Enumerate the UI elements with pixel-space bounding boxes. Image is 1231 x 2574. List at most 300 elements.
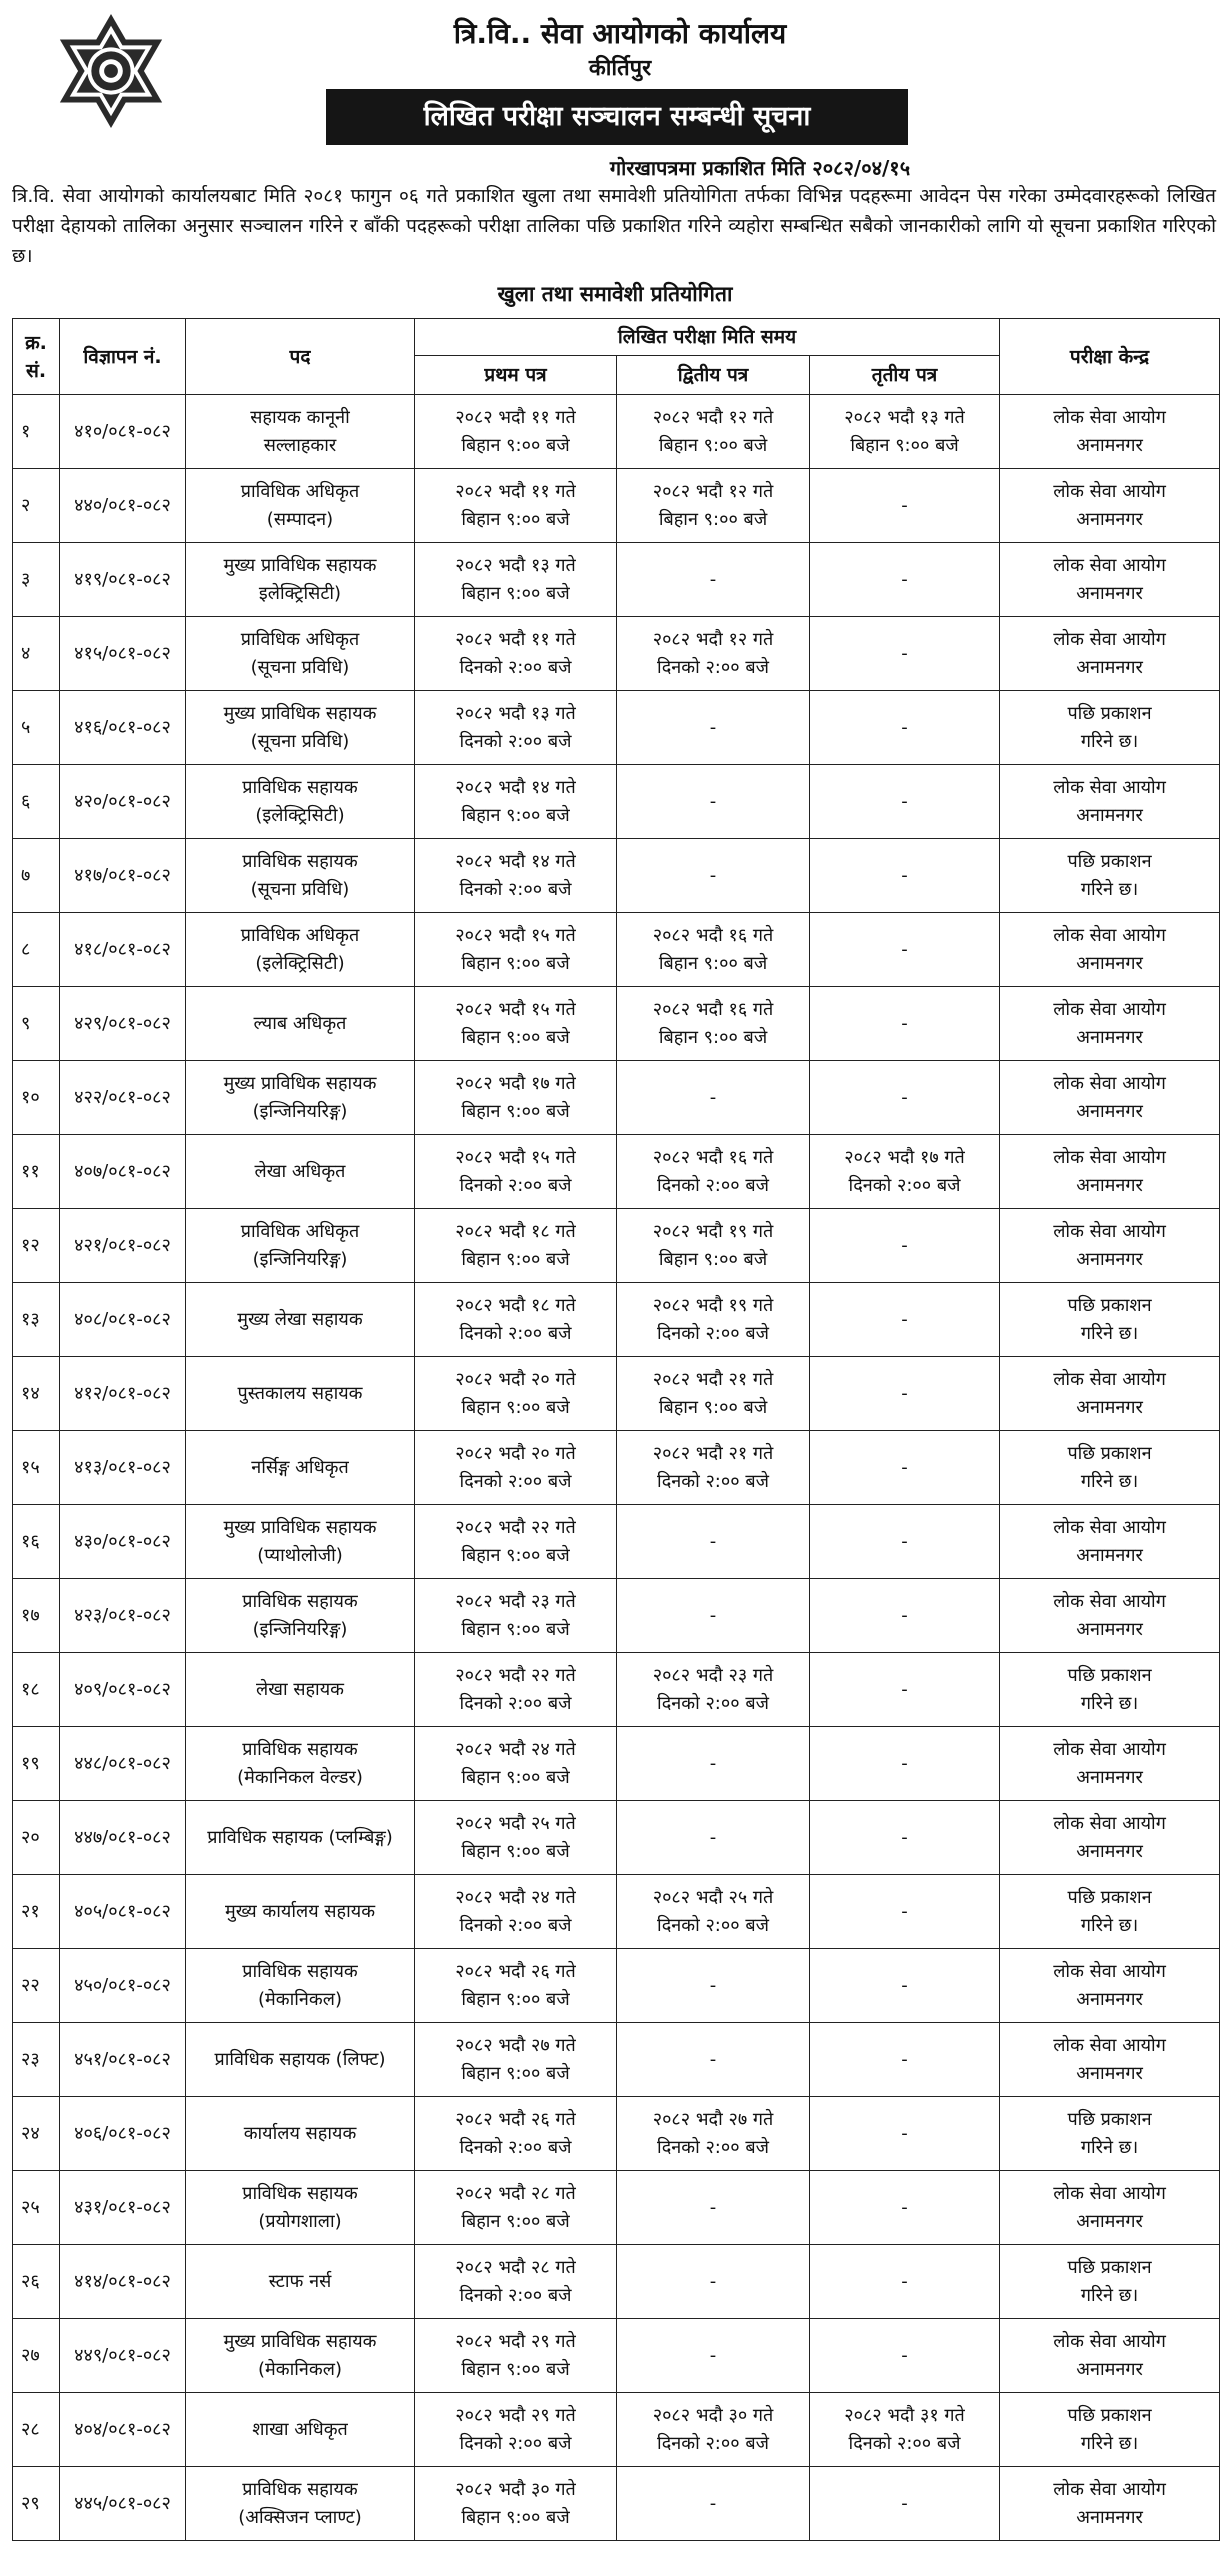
table-row — [13, 617, 1220, 691]
cell-text: २०८२ भदौ २३ गते — [652, 1664, 774, 1686]
post-cell — [186, 1135, 415, 1209]
cell-text: २०८२ भदौ ३० गते — [652, 2404, 774, 2426]
cell-text: ११ — [21, 1160, 40, 1182]
advertisement-number-cell — [60, 839, 186, 913]
serial-number-cell — [13, 543, 60, 617]
cell-text: लोक सेवा आयोग — [1053, 480, 1166, 502]
cell-text: २०८२ भदौ २४ गते — [455, 1738, 576, 1760]
table-row — [13, 2467, 1220, 2541]
advertisement-number-cell — [60, 2393, 186, 2467]
cell-text: २०८२ भदौ १२ गते — [652, 628, 774, 650]
table-row — [13, 2393, 1220, 2467]
cell-text: (मेकानिकल वेल्डर) — [237, 1766, 363, 1788]
cell-text: १३ — [21, 1308, 40, 1330]
cell-text: २०८२ भदौ २८ गते — [455, 2182, 576, 2204]
cell-text: अनामनगर — [1076, 656, 1143, 678]
cell-text: - — [901, 1086, 908, 1108]
cell-text: २०८२ भदौ १६ गते — [652, 1146, 774, 1168]
cell-text: - — [901, 938, 908, 960]
cell-text: प्राविधिक अधिकृत — [240, 1220, 360, 1242]
cell-text: २०८२ भदौ २० गते — [455, 1442, 576, 1464]
cell-text: दिनको २:०० बजे — [459, 1470, 572, 1492]
cell-text: दिनको २:०० बजे — [657, 2432, 769, 2454]
first-paper-cell — [415, 469, 617, 543]
cell-text: बिहान ९:०० बजे — [461, 1766, 570, 1788]
cell-text: अनामनगर — [1076, 1026, 1143, 1048]
cell-text: मुख्य कार्यालय सहायक — [224, 1900, 376, 1922]
second-paper-cell — [617, 1579, 810, 1653]
cell-text: लोक सेवा आयोग — [1053, 1516, 1166, 1538]
cell-text: २०८२ भदौ २४ गते — [455, 1886, 576, 1908]
cell-text: बिहान ९:०० बजे — [658, 508, 768, 530]
cell-text: लोक सेवा आयोग — [1053, 1738, 1166, 1760]
cell-text: २०८२ भदौ १३ गते — [844, 406, 965, 428]
exam-center-cell — [1000, 2393, 1220, 2467]
exam-center-cell — [1000, 1431, 1220, 1505]
cell-text: अनामनगर — [1076, 2506, 1143, 2528]
cell-text: - — [709, 864, 717, 886]
third-paper-cell — [810, 2393, 1000, 2467]
third-paper-cell — [810, 1505, 1000, 1579]
post-cell — [186, 2023, 415, 2097]
cell-text: २०८२ भदौ १७ गते — [844, 1146, 965, 1168]
nepal-emblem-logo — [52, 12, 170, 130]
cell-text: १ — [21, 420, 31, 442]
cell-text: पछि प्रकाशन — [1067, 1442, 1152, 1464]
cell-text: - — [709, 2048, 717, 2070]
cell-text: २०८२ भदौ १८ गते — [455, 1294, 576, 1316]
table-row — [13, 913, 1220, 987]
cell-text: (प्याथोलोजी) — [257, 1544, 343, 1566]
cell-text: - — [901, 1604, 908, 1626]
cell-text: लोक सेवा आयोग — [1053, 2330, 1166, 2352]
header-second-paper: द्वितीय पत्र — [617, 356, 810, 395]
first-paper-cell — [415, 1875, 617, 1949]
third-paper-cell — [810, 2319, 1000, 2393]
cell-text: इलेक्ट्रिसिटी) — [258, 582, 342, 604]
cell-text: ४४०/०८१-०८२ — [74, 494, 171, 516]
cell-text: २०८२ भदौ २२ गते — [455, 1516, 576, 1538]
third-paper-cell — [810, 1875, 1000, 1949]
cell-text: २०८२ भदौ ३० गते — [455, 2478, 576, 2500]
second-paper-cell — [617, 765, 810, 839]
cell-text: ६ — [21, 790, 31, 812]
advertisement-number-cell — [60, 1357, 186, 1431]
serial-number-cell — [13, 691, 60, 765]
post-cell — [186, 765, 415, 839]
cell-text: मुख्य प्राविधिक सहायक — [223, 2330, 377, 2352]
first-paper-cell — [415, 1653, 617, 1727]
third-paper-cell — [810, 2245, 1000, 2319]
cell-text: २०८२ भदौ १६ गते — [652, 998, 774, 1020]
post-cell — [186, 913, 415, 987]
serial-number-cell — [13, 2319, 60, 2393]
first-paper-cell — [415, 913, 617, 987]
cell-text: मुख्य प्राविधिक सहायक — [223, 554, 377, 576]
first-paper-cell — [415, 839, 617, 913]
cell-text: २०८२ भदौ १५ गते — [455, 998, 576, 1020]
cell-text: अनामनगर — [1076, 804, 1143, 826]
first-paper-cell — [415, 1357, 617, 1431]
cell-text: - — [709, 1826, 717, 1848]
serial-number-cell — [13, 1949, 60, 2023]
cell-text: अनामनगर — [1076, 2210, 1143, 2232]
cell-text: ७ — [21, 864, 31, 886]
cell-text: २०८२ भदौ १६ गते — [652, 924, 774, 946]
cell-text: बिहान ९:०० बजे — [461, 2062, 570, 2084]
cell-text: पछि प्रकाशन — [1067, 2108, 1152, 2130]
notice-banner: लिखित परीक्षा सञ्चालन सम्बन्धी सूचना — [326, 89, 908, 145]
cell-text: - — [901, 1234, 908, 1256]
post-cell — [186, 1801, 415, 1875]
header-post: पद — [186, 319, 415, 395]
third-paper-cell — [810, 913, 1000, 987]
cell-text: ४१४/०८१-०८२ — [74, 2270, 171, 2292]
second-paper-cell — [617, 1949, 810, 2023]
third-paper-cell — [810, 839, 1000, 913]
advertisement-number-cell — [60, 1875, 186, 1949]
cell-text: प्राविधिक सहायक — [242, 850, 358, 872]
advertisement-number-cell — [60, 543, 186, 617]
cell-text: (इन्जिनियरिङ्ग) — [252, 1618, 348, 1640]
cell-text: अनामनगर — [1076, 1248, 1143, 1270]
serial-number-cell — [13, 2097, 60, 2171]
advertisement-number-cell — [60, 691, 186, 765]
cell-text: दिनको २:०० बजे — [848, 1174, 961, 1196]
cell-text: २८ — [21, 2418, 40, 2440]
first-paper-cell — [415, 2319, 617, 2393]
table-row — [13, 1949, 1220, 2023]
cell-text: अनामनगर — [1076, 1174, 1143, 1196]
header-first-paper: प्रथम पत्र — [415, 356, 617, 395]
cell-text: २०८२ भदौ १५ गते — [455, 1146, 576, 1168]
cell-text: २०८२ भदौ २५ गते — [652, 1886, 774, 1908]
cell-text: बिहान ९:०० बजे — [461, 1544, 570, 1566]
cell-text: (इलेक्ट्रिसिटी) — [255, 952, 345, 974]
advertisement-number-cell — [60, 1653, 186, 1727]
cell-text: २०८२ भदौ २७ गते — [652, 2108, 774, 2130]
cell-text: बिहान ९:०० बजे — [658, 1026, 768, 1048]
advertisement-number-cell — [60, 1209, 186, 1283]
cell-text: २०८२ भदौ ३१ गते — [844, 2404, 965, 2426]
first-paper-cell — [415, 2467, 617, 2541]
cell-text: प्राविधिक सहायक — [242, 2182, 358, 2204]
cell-text: लोक सेवा आयोग — [1053, 628, 1166, 650]
post-cell — [186, 395, 415, 469]
exam-center-cell — [1000, 469, 1220, 543]
cell-text: २०८२ भदौ ११ गते — [455, 628, 576, 650]
cell-text: - — [901, 1382, 908, 1404]
cell-text: प्राविधिक सहायक — [242, 1738, 358, 1760]
cell-text: २०८२ भदौ १५ गते — [455, 924, 576, 946]
cell-text: - — [901, 1012, 908, 1034]
post-cell — [186, 2245, 415, 2319]
serial-number-cell — [13, 2245, 60, 2319]
cell-text: गरिने छ। — [1080, 730, 1139, 752]
exam-center-cell — [1000, 1949, 1220, 2023]
cell-text: २०८२ भदौ १२ गते — [652, 406, 774, 428]
cell-text: पछि प्रकाशन — [1067, 702, 1152, 724]
second-paper-cell — [617, 1875, 810, 1949]
third-paper-cell — [810, 1357, 1000, 1431]
serial-number-cell — [13, 1801, 60, 1875]
exam-center-cell — [1000, 2319, 1220, 2393]
cell-text: - — [901, 1308, 908, 1330]
cell-text: दिनको २:०० बजे — [459, 1322, 572, 1344]
first-paper-cell — [415, 1135, 617, 1209]
table-header — [13, 319, 1220, 395]
table-body — [13, 395, 1220, 2541]
cell-text: मुख्य लेखा सहायक — [237, 1308, 363, 1330]
cell-text: बिहान ९:०० बजे — [461, 1026, 570, 1048]
post-cell — [186, 1505, 415, 1579]
exam-center-cell — [1000, 765, 1220, 839]
header-serial-number: क्र. सं. — [13, 319, 60, 395]
cell-text: मुख्य प्राविधिक सहायक — [223, 702, 377, 724]
advertisement-number-cell — [60, 987, 186, 1061]
table-row — [13, 1357, 1220, 1431]
cell-text: गरिने छ। — [1080, 2432, 1139, 2454]
cell-text: - — [901, 790, 908, 812]
post-cell — [186, 2097, 415, 2171]
cell-text: - — [709, 1086, 717, 1108]
exam-center-cell — [1000, 691, 1220, 765]
cell-text: लोक सेवा आयोग — [1053, 1368, 1166, 1390]
cell-text: ९ — [21, 1012, 31, 1034]
cell-text: दिनको २:०० बजे — [459, 1174, 572, 1196]
second-paper-cell — [617, 839, 810, 913]
first-paper-cell — [415, 1801, 617, 1875]
exam-center-cell — [1000, 1875, 1220, 1949]
post-cell — [186, 987, 415, 1061]
table-row — [13, 1875, 1220, 1949]
serial-number-cell — [13, 987, 60, 1061]
cell-text: २०८२ भदौ १२ गते — [652, 480, 774, 502]
post-cell — [186, 543, 415, 617]
second-paper-cell — [617, 2393, 810, 2467]
cell-text: २०८२ भदौ १७ गते — [455, 1072, 576, 1094]
table-row — [13, 1061, 1220, 1135]
advertisement-number-cell — [60, 1801, 186, 1875]
cell-text: अनामनगर — [1076, 2358, 1143, 2380]
cell-text: २२ — [21, 1974, 40, 1996]
serial-number-cell — [13, 1357, 60, 1431]
cell-text: ४५०/०८१-०८२ — [74, 1974, 171, 1996]
post-cell — [186, 1431, 415, 1505]
section-title: खुला तथा समावेशी प्रतियोगिता — [497, 282, 733, 306]
post-cell — [186, 2467, 415, 2541]
third-paper-cell — [810, 543, 1000, 617]
cell-text: २०८२ भदौ २१ गते — [652, 1442, 774, 1464]
exam-center-cell — [1000, 2097, 1220, 2171]
cell-text: ल्याब अधिकृत — [253, 1012, 347, 1034]
serial-number-cell — [13, 1209, 60, 1283]
cell-text: लोक सेवा आयोग — [1053, 1960, 1166, 1982]
serial-number-cell — [13, 913, 60, 987]
post-cell — [186, 617, 415, 691]
cell-text: (सूचना प्रविधि) — [250, 730, 350, 752]
table-row — [13, 691, 1220, 765]
cell-text: मुख्य प्राविधिक सहायक — [223, 1072, 377, 1094]
advertisement-number-cell — [60, 1283, 186, 1357]
post-cell — [186, 1061, 415, 1135]
cell-text: अनामनगर — [1076, 1988, 1143, 2010]
exam-center-cell — [1000, 1579, 1220, 1653]
advertisement-number-cell — [60, 2171, 186, 2245]
advertisement-number-cell — [60, 1505, 186, 1579]
first-paper-cell — [415, 1505, 617, 1579]
exam-center-cell — [1000, 395, 1220, 469]
second-paper-cell — [617, 1505, 810, 1579]
cell-text: ४२०/०८१-०८२ — [74, 790, 171, 812]
cell-text: दिनको २:०० बजे — [657, 1914, 769, 1936]
second-paper-cell — [617, 1801, 810, 1875]
cell-text: - — [901, 2196, 908, 2218]
second-paper-cell — [617, 2319, 810, 2393]
cell-text: (इन्जिनियरिङ्ग) — [252, 1248, 348, 1270]
cell-text: गरिने छ। — [1080, 2136, 1139, 2158]
serial-number-cell — [13, 2171, 60, 2245]
serial-number-cell — [13, 469, 60, 543]
cell-text: - — [709, 2344, 717, 2366]
cell-text: दिनको २:०० बजे — [459, 2136, 572, 2158]
cell-text: - — [901, 716, 908, 738]
third-paper-cell — [810, 1061, 1000, 1135]
cell-text: बिहान ९:०० बजे — [461, 2210, 570, 2232]
cell-text: बिहान ९:०० बजे — [461, 1840, 570, 1862]
cell-text: गरिने छ। — [1080, 1470, 1139, 1492]
second-paper-cell — [617, 1283, 810, 1357]
cell-text: - — [901, 1456, 908, 1478]
advertisement-number-cell — [60, 395, 186, 469]
cell-text: स्टाफ नर्स — [268, 2270, 332, 2292]
cell-text: ४१३/०८१-०८२ — [74, 1456, 171, 1478]
exam-center-cell — [1000, 1135, 1220, 1209]
first-paper-cell — [415, 1431, 617, 1505]
third-paper-cell — [810, 1209, 1000, 1283]
cell-text: २०८२ भदौ ११ गते — [455, 406, 576, 428]
cell-text: दिनको २:०० बजे — [459, 1692, 572, 1714]
cell-text: अनामनगर — [1076, 1396, 1143, 1418]
table-row — [13, 2023, 1220, 2097]
table-row — [13, 1801, 1220, 1875]
second-paper-cell — [617, 1061, 810, 1135]
publication-date: गोरखापत्रमा प्रकाशित मिति २०८२/०४/१५ — [609, 156, 911, 180]
cell-text: लोक सेवा आयोग — [1053, 1072, 1166, 1094]
advertisement-number-cell — [60, 617, 186, 691]
first-paper-cell — [415, 2245, 617, 2319]
cell-text: २०८२ भदौ २६ गते — [455, 2108, 576, 2130]
exam-center-cell — [1000, 2023, 1220, 2097]
cell-text: ४५१/०८१-०८२ — [74, 2048, 171, 2070]
post-cell — [186, 1875, 415, 1949]
table-row — [13, 1431, 1220, 1505]
third-paper-cell — [810, 1431, 1000, 1505]
cell-text: अनामनगर — [1076, 434, 1143, 456]
cell-text: लोक सेवा आयोग — [1053, 1590, 1166, 1612]
second-paper-cell — [617, 1357, 810, 1431]
post-cell — [186, 1209, 415, 1283]
cell-text: बिहान ९:०० बजे — [461, 1100, 570, 1122]
table-row — [13, 2245, 1220, 2319]
cell-text: ४३०/०८१-०८२ — [74, 1530, 171, 1552]
advertisement-number-cell — [60, 1727, 186, 1801]
third-paper-cell — [810, 691, 1000, 765]
third-paper-cell — [810, 617, 1000, 691]
second-paper-cell — [617, 2097, 810, 2171]
advertisement-number-cell — [60, 2319, 186, 2393]
cell-text: २०८२ भदौ २० गते — [455, 1368, 576, 1390]
cell-text: ४१९/०८१-०८२ — [74, 568, 171, 590]
cell-text: अनामनगर — [1076, 1840, 1143, 1862]
third-paper-cell — [810, 987, 1000, 1061]
cell-text: बिहान ९:०० बजे — [658, 1396, 768, 1418]
third-paper-cell — [810, 765, 1000, 839]
cell-text: २०८२ भदौ २१ गते — [652, 1368, 774, 1390]
cell-text: दिनको २:०० बजे — [459, 656, 572, 678]
serial-number-cell — [13, 1135, 60, 1209]
cell-text: लोक सेवा आयोग — [1053, 1812, 1166, 1834]
table-row — [13, 987, 1220, 1061]
second-paper-cell — [617, 395, 810, 469]
first-paper-cell — [415, 1579, 617, 1653]
second-paper-cell — [617, 469, 810, 543]
second-paper-cell — [617, 617, 810, 691]
third-paper-cell — [810, 395, 1000, 469]
exam-schedule-table — [12, 318, 1220, 2541]
third-paper-cell — [810, 1653, 1000, 1727]
cell-text: २६ — [21, 2270, 40, 2292]
exam-center-cell — [1000, 543, 1220, 617]
cell-text: - — [901, 1752, 908, 1774]
first-paper-cell — [415, 2097, 617, 2171]
cell-text: - — [901, 2344, 908, 2366]
third-paper-cell — [810, 1949, 1000, 2023]
cell-text: - — [901, 568, 908, 590]
cell-text: बिहान ९:०० बजे — [461, 2506, 570, 2528]
cell-text: (सूचना प्रविधि) — [250, 878, 350, 900]
cell-text: १५ — [21, 1456, 40, 1478]
first-paper-cell — [415, 2393, 617, 2467]
cell-text: २०८२ भदौ २२ गते — [455, 1664, 576, 1686]
advertisement-number-cell — [60, 2467, 186, 2541]
post-cell — [186, 2319, 415, 2393]
advertisement-number-cell — [60, 1061, 186, 1135]
cell-text: पछि प्रकाशन — [1067, 1886, 1152, 1908]
advertisement-number-cell — [60, 913, 186, 987]
cell-text: - — [901, 2270, 908, 2292]
cell-text: ४४८/०८१-०८२ — [74, 1752, 171, 1774]
post-cell — [186, 1727, 415, 1801]
notice-intro-paragraph: त्रि.वि. सेवा आयोगको कार्यालयबाट मिति २०८१ फागुन ०६ गते प्रकाशित खुला तथा समावेशी प्रतियोगिता तर्फका विभिन्न पदहरूमा आवेदन पेस गरेका उम्मेदवारहरूको लिखित परीक्षा देहायको तालिका अनुसार सञ्चालन गरिने र बाँकी पदहरूको परीक्षा तालिका पछि प्रकाशित गरिने व्यहोरा सम्बन्धित सबैको जानकारीको लागि यो सूचना प्रकाशित गरिएको छ। — [12, 185, 1216, 267]
second-paper-cell — [617, 913, 810, 987]
cell-text: प्राविधिक सहायक (प्लम्बिङ्ग) — [207, 1826, 393, 1848]
exam-center-cell — [1000, 1727, 1220, 1801]
advertisement-number-cell — [60, 1949, 186, 2023]
serial-number-cell — [13, 839, 60, 913]
cell-text: प्राविधिक अधिकृत — [240, 628, 360, 650]
header-third-paper: तृतीय पत्र — [810, 356, 1000, 395]
cell-text: बिहान ९:०० बजे — [461, 582, 570, 604]
cell-text: दिनको २:०० बजे — [459, 730, 572, 752]
cell-text: ४२१/०८१-०८२ — [74, 1234, 171, 1256]
cell-text: दिनको २:०० बजे — [459, 878, 572, 900]
serial-number-cell — [13, 1061, 60, 1135]
cell-text: ५ — [21, 716, 31, 738]
third-paper-cell — [810, 2467, 1000, 2541]
serial-number-cell — [13, 1431, 60, 1505]
serial-number-cell — [13, 395, 60, 469]
